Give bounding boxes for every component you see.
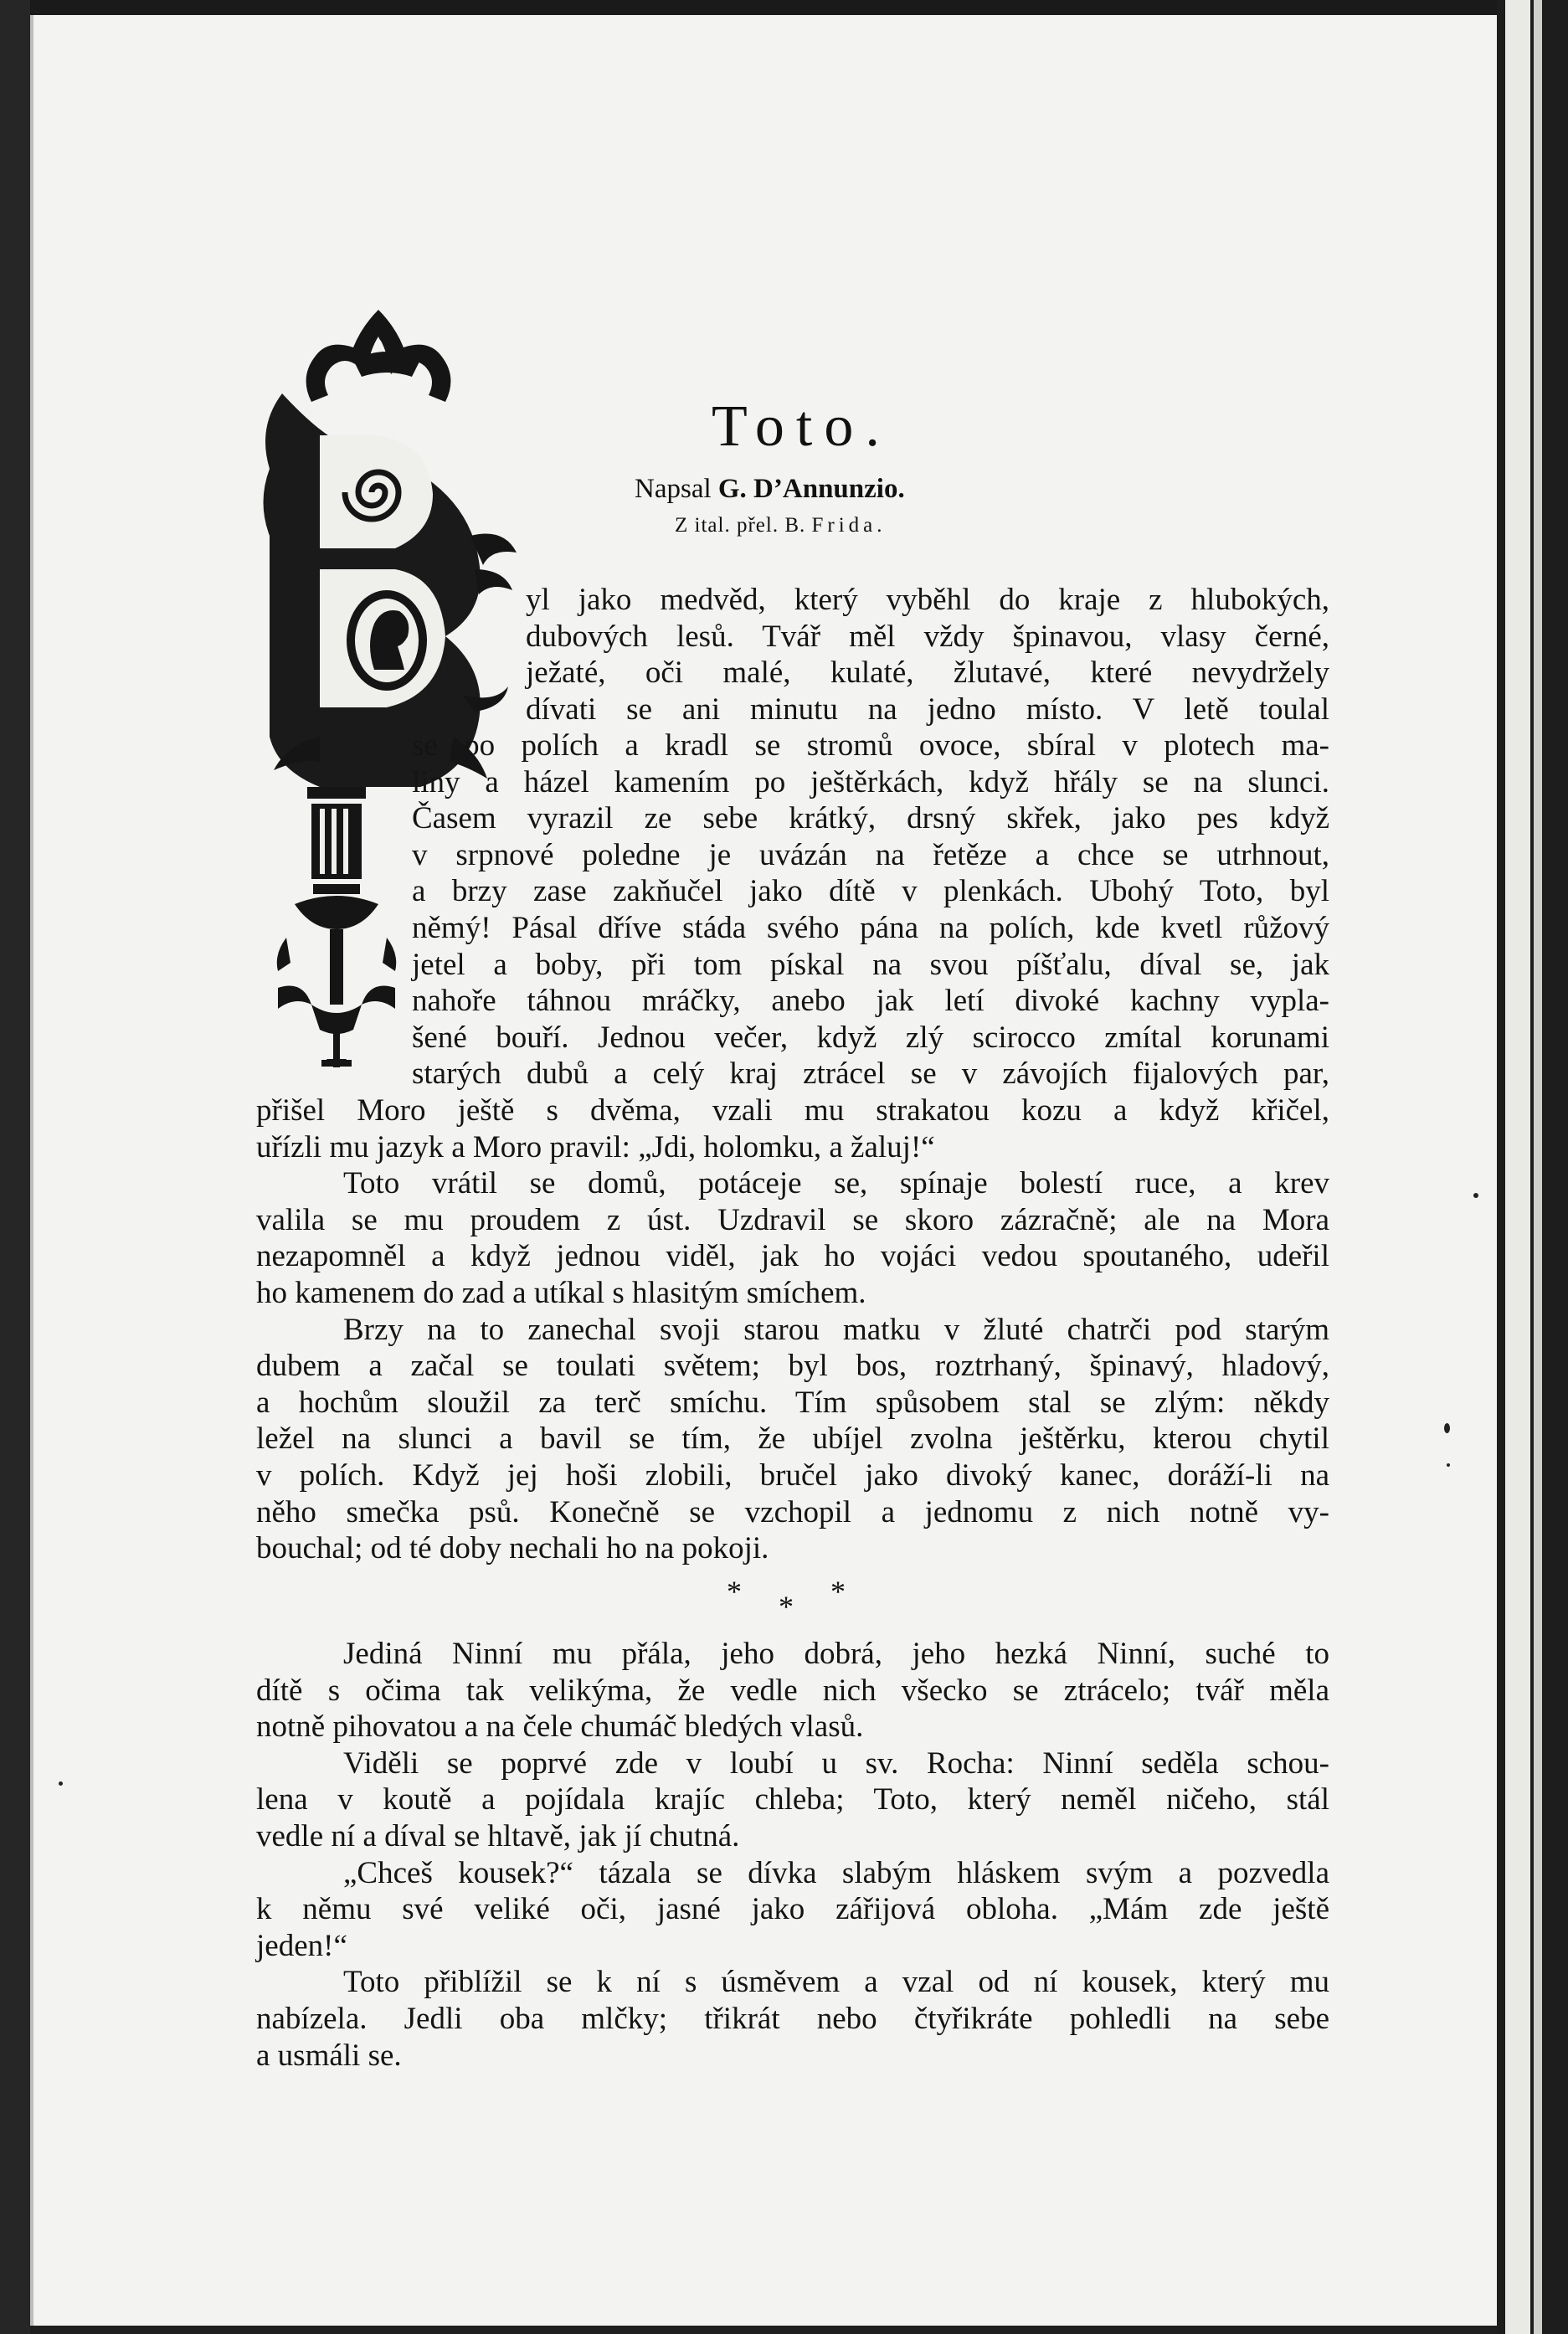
text-line: ho kamenem do zad a utíkal s hlasitým smíchem.: [256, 1275, 866, 1310]
text-line: notně pihovatou a na čele chumáč bledých vlasů.: [256, 1709, 864, 1745]
dust-speck: [1447, 1463, 1450, 1467]
body-text-part-1: [256, 1092, 1329, 1567]
text-line: Brzy na to zanechal svoji starou matku v žluté chatrči pod starým: [343, 1312, 1329, 1347]
text-line: liny a házel kamením po ještěrkách, když hřály se na slunci.: [412, 764, 1329, 799]
translator-name: Frida.: [811, 514, 887, 537]
dust-speck: [1444, 1423, 1450, 1433]
text-line: dubových lesů. Tvář měl vždy špinavou, vlasy černé,: [526, 619, 1329, 654]
text-line: Toto vrátil se domů, potáceje se, spínaje bolestí ruce, a krev: [343, 1166, 1329, 1201]
text-line: a brzy zase zakňučel jako dítě v plenkách. Ubohý Toto, byl: [412, 874, 1329, 909]
separator-star: *: [830, 1575, 846, 1608]
text-line: „Chceš kousek?“ tázala se dívka slabým hláskem svým a pozvedla: [343, 1855, 1329, 1890]
text-line: lena v koutě a pojídala krajíc chleba; Toto, který neměl ničeho, stál: [256, 1782, 1329, 1817]
author-name: G. D’Annunzio.: [717, 474, 905, 504]
text-line: dítě s očima tak velikýma, že vedle nich všecko se ztrácelo; tvář měla: [256, 1673, 1329, 1708]
text-line: yl jako medvěd, který vyběhl do kraje z hlubokých,: [526, 583, 1329, 617]
text-line: valila se mu proudem z úst. Uzdravil se skoro zázračně; ale na Mora: [256, 1202, 1329, 1237]
text-line: Toto přiblížil se k ní s úsměvem a vzal od ní kousek, který mu: [343, 1965, 1329, 2000]
text-line: nezapomněl a když jednou viděl, jak ho vojáci vedou spoutaného, udeřil: [256, 1239, 1329, 1274]
text-line: jeden!“: [256, 1928, 347, 1963]
text-line: němý! Pásal dříve stáda svého pána na polích, kde kvetl růžový: [412, 910, 1329, 945]
text-line: bouchal; od té doby nechali ho na pokoji.: [256, 1531, 769, 1566]
story-title: Toto.: [712, 394, 892, 459]
page-stack-strip: [1534, 0, 1542, 2334]
paragraph-opening-narrow: [526, 582, 1329, 727]
byline: [635, 474, 905, 505]
separator-star: *: [779, 1590, 794, 1623]
text-line: v polích. Když jej hoši zlobili, bručel jako divoký kanec, doráží-li na: [256, 1457, 1329, 1493]
text-line: k němu své veliké oči, jasné jako zářijová obloha. „Mám zde ještě: [256, 1892, 1329, 1927]
translator-credit: [675, 514, 887, 537]
translator-prefix: Z ital. přel. B.: [675, 514, 806, 537]
text-line: Časem vyrazil ze sebe krátký, drsný skřek, jako pes když: [412, 801, 1329, 836]
dust-speck: [59, 1781, 63, 1786]
separator-star: *: [727, 1575, 742, 1608]
text-line: jetel a boby, při tom pískal na svou píšťalu, díval se, jak: [412, 947, 1329, 982]
text-line: vedle ní a díval se hltavě, jak jí chutná.: [256, 1818, 740, 1853]
scan-border-top: [0, 0, 1568, 15]
paragraph-opening-medium: [412, 727, 1329, 1092]
text-line: Jediná Ninní mu přála, jeho dobrá, jeho hezká Ninní, suché to: [343, 1637, 1329, 1671]
section-separator: [720, 1574, 862, 1624]
next-page-strip: [1505, 0, 1530, 2334]
page-edge-right: [1497, 0, 1568, 2334]
text-line: přišel Moro ještě s dvěma, vzali mu strakatou kozu a když křičel,: [256, 1093, 1329, 1128]
text-line: dubem a začal se toulati světem; byl bos, roztrhaný, špinavý, hladový,: [256, 1349, 1329, 1384]
body-text-part-2: [256, 1636, 1329, 2074]
text-line: nahoře táhnou mráčky, anebo jak letí divoké kachny vypla-: [412, 984, 1329, 1019]
text-line: v srpnové poledne je uvázán na řetěze a chce se utrhnout,: [412, 837, 1329, 872]
text-line: se po polích a kradl se stromů ovoce, sbíral v plotech ma-: [412, 728, 1329, 763]
text-line: nabízela. Jedli oba mlčky; třikrát nebo čtyřikráte pohledli na sebe: [256, 2001, 1329, 2036]
text-line: Viděli se poprvé zde v loubí u sv. Rocha: Ninní seděla schou-: [343, 1745, 1329, 1781]
text-line: ležel na slunci a bavil se tím, že ubíjel zvolna ještěrku, kterou chytil: [256, 1421, 1329, 1457]
text-line: a hochům sloužil za terč smíchu. Tím spůsobem stal se zlým: někdy: [256, 1385, 1329, 1420]
dust-speck: [1473, 1193, 1478, 1198]
text-line: uřízli mu jazyk a Moro pravil: „Jdi, holomku, a žaluj!“: [256, 1129, 935, 1164]
text-line: a usmáli se.: [256, 2038, 402, 2073]
byline-prefix: Napsal: [635, 474, 712, 504]
text-line: šené bouří. Jednou večer, když zlý scirocco zmítal korunami: [412, 1020, 1329, 1055]
text-line: starých dubů a celý kraj ztrácel se v závojích fijalových par,: [412, 1056, 1329, 1092]
text-line: něho smečka psů. Konečně se vzchopil a jednomu z nich notně vy-: [256, 1494, 1329, 1529]
book-spine: [0, 0, 30, 2334]
text-line: ježaté, oči malé, kulaté, žlutavé, které nevydržely: [526, 655, 1329, 691]
text-line: dívati se ani minutu na jedno místo. V letě toulal: [526, 691, 1329, 727]
